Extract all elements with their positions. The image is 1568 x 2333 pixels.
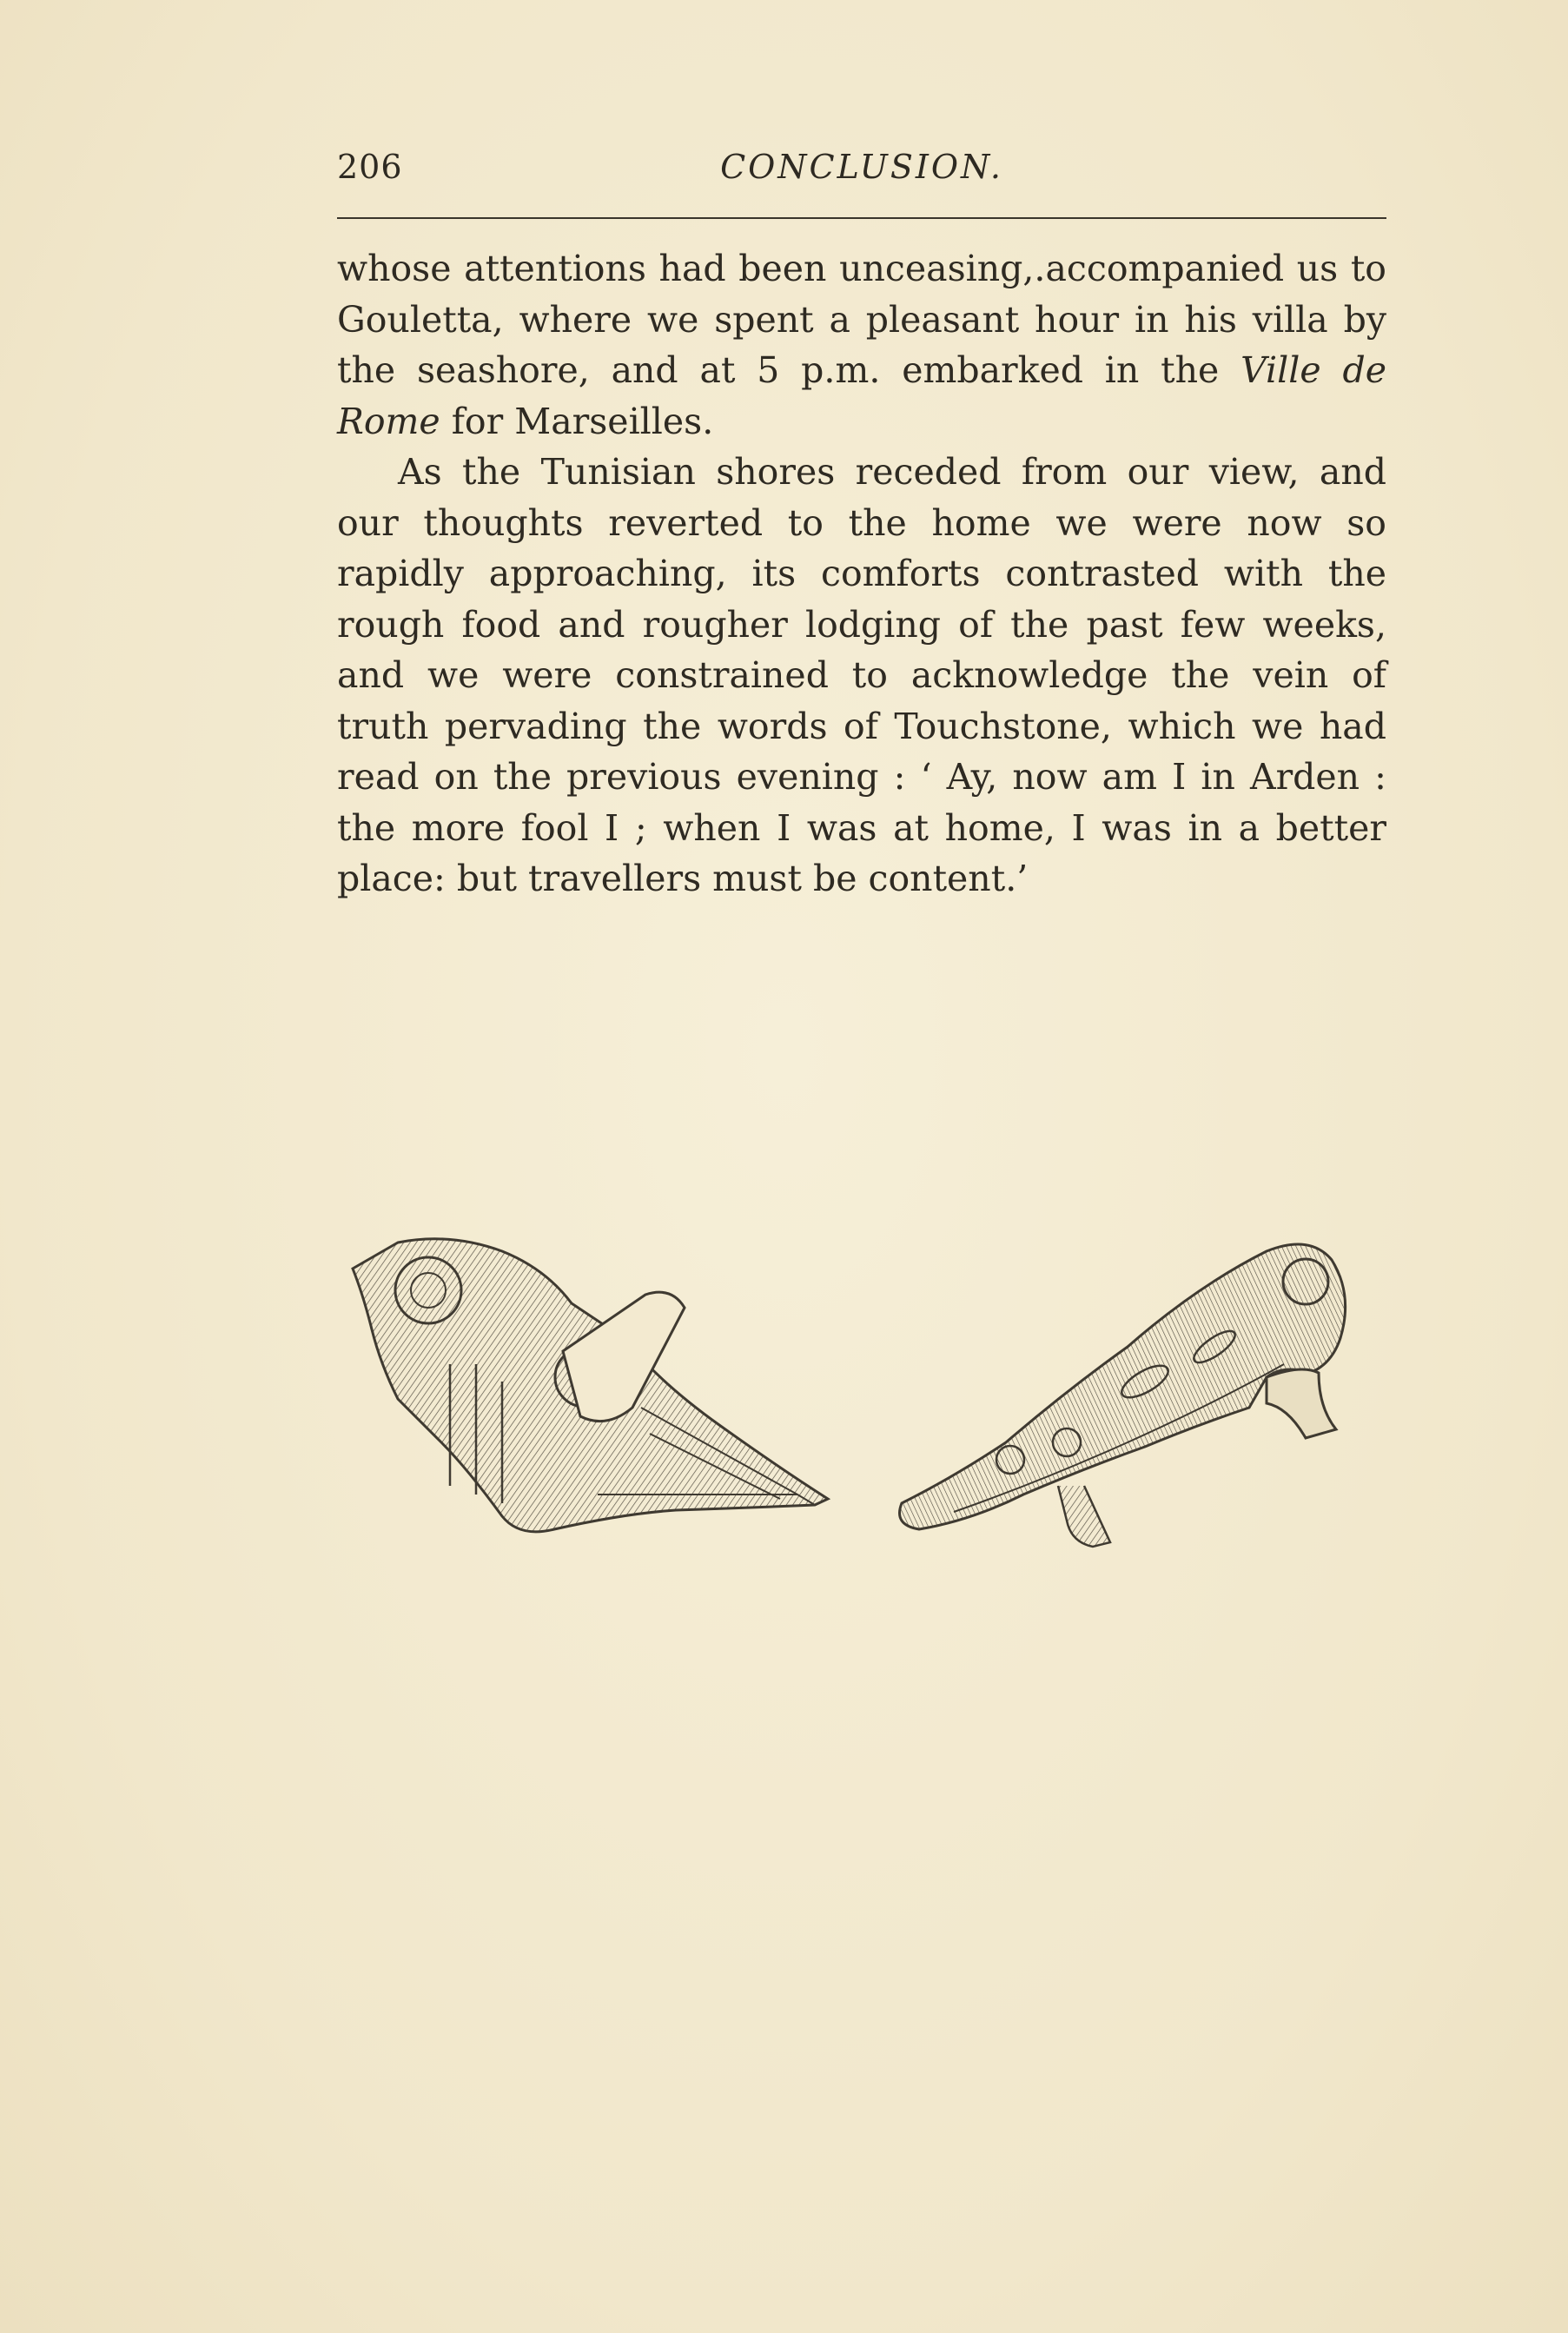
ship-name-italic: Ville de — [1241, 349, 1386, 391]
text-line: whose attentions had been unceasing,.accompanied us to — [337, 248, 1386, 289]
text-line: truth pervading the words of Touchstone, which we had — [337, 705, 1386, 747]
text-line: As the Tunisian shores receded from our view, and — [398, 451, 1386, 493]
header-rule — [337, 217, 1386, 219]
text-fragment: for Marseilles. — [451, 400, 714, 442]
body-text — [337, 243, 1386, 905]
right-slipper — [900, 1244, 1346, 1547]
page-number: 206 — [337, 148, 403, 186]
running-head: CONCLUSION. — [720, 148, 1003, 186]
text-line — [337, 396, 1386, 447]
left-slipper — [353, 1239, 828, 1532]
text-fragment: the seashore, and at 5 p.m. embarked in the — [337, 349, 1220, 391]
text-line: the more fool I ; when I was at home, I was in a better — [337, 806, 1386, 849]
text-line — [337, 345, 1386, 396]
carved-slippers-engraving — [346, 1234, 1371, 1599]
slippers-illustration — [346, 1234, 1371, 1599]
text-line: read on the previous evening : ‘ Ay, now am I in Arden : — [337, 756, 1386, 798]
ship-name-italic: Rome — [337, 400, 440, 442]
page-header — [337, 148, 1386, 200]
text-line: place: but travellers must be content.’ — [337, 858, 1029, 899]
text-line: our thoughts reverted to the home we were now so — [337, 501, 1386, 544]
text-line: Gouletta, where we spent a pleasant hour in his villa by — [337, 298, 1386, 341]
text-line: rough food and rougher lodging of the past few weeks, — [337, 603, 1386, 646]
text-line: rapidly approaching, its comforts contrasted with the — [337, 553, 1386, 594]
text-line: and we were constrained to acknowledge the vein of — [337, 654, 1386, 696]
